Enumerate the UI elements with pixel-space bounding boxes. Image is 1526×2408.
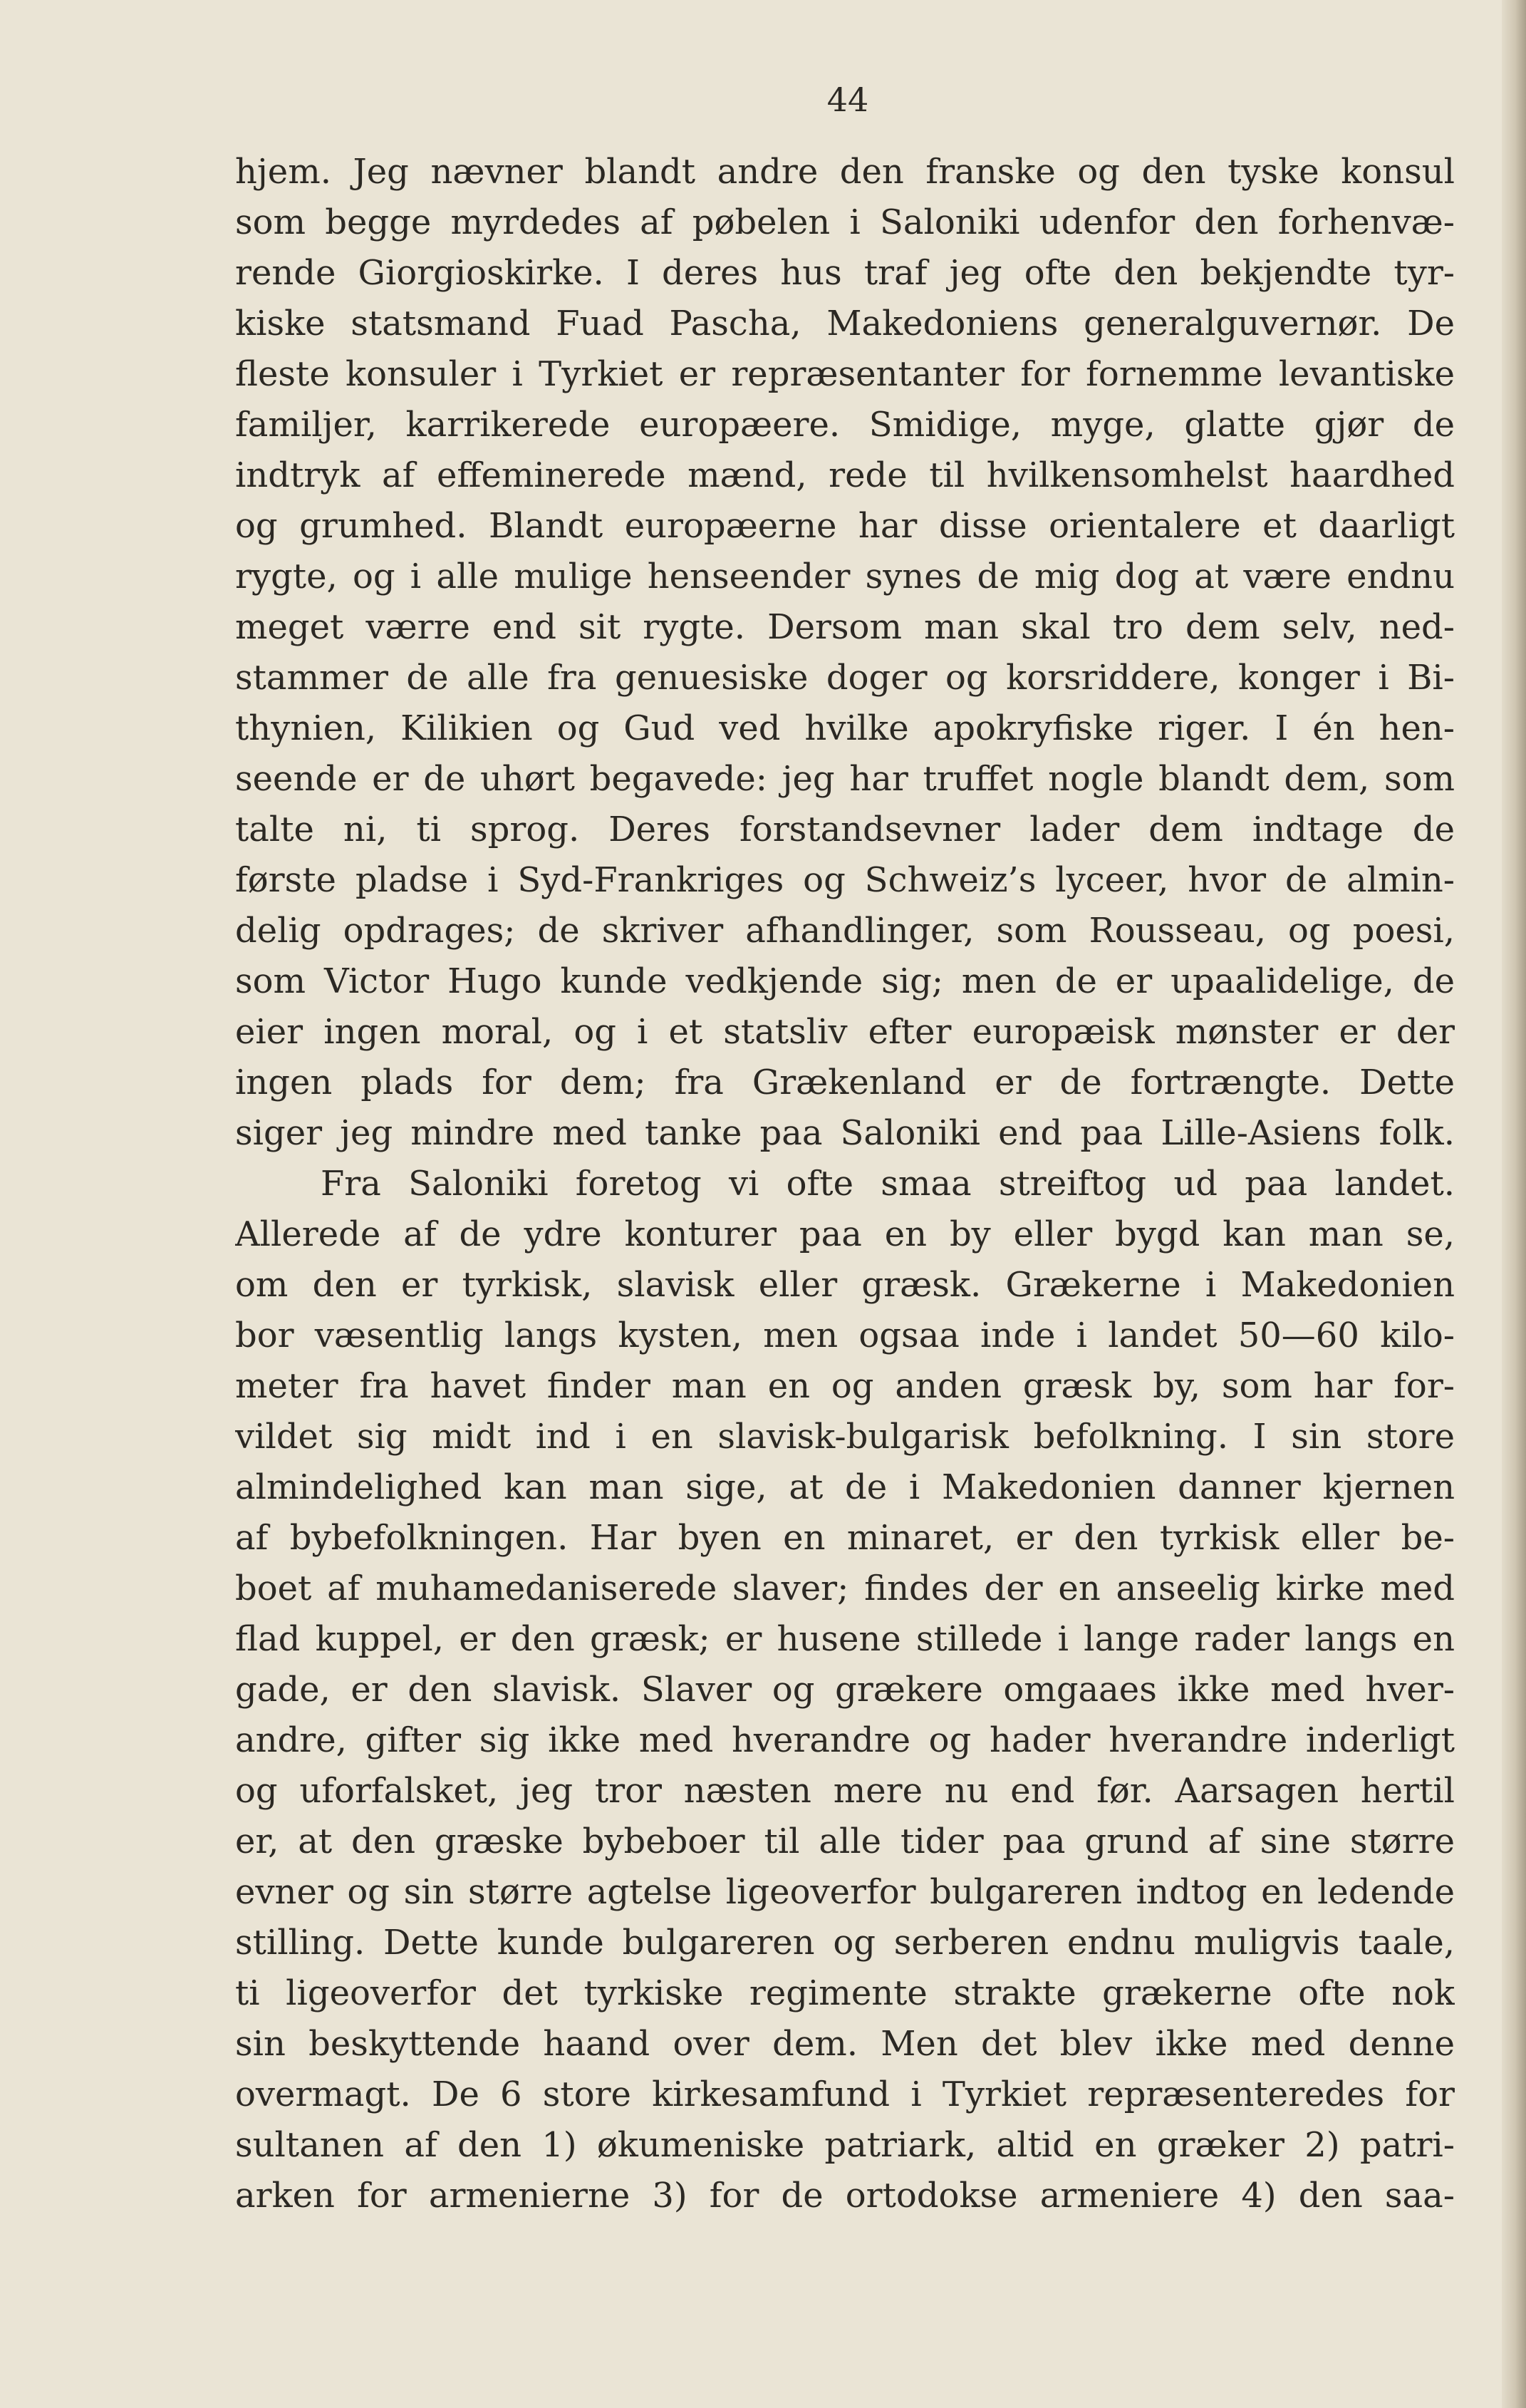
text-line-29: boet af muhamedaniserede slaver; findes der en anseelig kirke med (235, 1569, 1455, 1608)
page-edge-shadow (1502, 0, 1526, 2408)
text-line-39: overmagt. De 6 store kirkesamfund i Tyrkiet repræsenteredes for (235, 2074, 1455, 2114)
text-line-35: evner og sin større agtelse ligeoverfor bulgareren indtog en ledende (235, 1872, 1455, 1912)
text-line-6: familjer, karrikerede europæere. Smidige, myge, glatte gjør de (235, 405, 1455, 445)
text-line-19: ingen plads for dem; fra Grækenland er de fortrængte. Dette (235, 1063, 1455, 1102)
text-line-23: om den er tyrkisk, slavisk eller græsk. Grækerne i Makedonien (235, 1265, 1455, 1305)
text-line-38: sin beskyttende haand over dem. Men det blev ikke med denne (235, 2024, 1455, 2064)
text-line-34: er, at den græske bybeboer til alle tider paa grund af sine større (235, 1821, 1455, 1861)
text-line-4: kiske statsmand Fuad Pascha, Makedoniens generalguvernør. De (235, 304, 1455, 343)
text-line-36: stilling. Dette kunde bulgareren og serberen endnu muligvis taale, (235, 1923, 1455, 1963)
text-line-5: fleste konsuler i Tyrkiet er repræsentanter for fornemme levantiske (235, 354, 1455, 394)
text-line-16: delig opdrages; de skriver afhandlinger, som Rousseau, og poesi, (235, 911, 1455, 951)
text-line-41: arken for armenierne 3) for de ortodokse armeniere 4) den saa- (235, 2176, 1455, 2216)
text-line-21: Fra Saloniki foretog vi ofte smaa streiftog ud paa landet. (321, 1164, 1455, 1204)
text-line-7: indtryk af effeminerede mænd, rede til hvilkensomhelst haardhed (235, 455, 1455, 495)
text-line-2: som begge myrdedes af pøbelen i Saloniki udenfor den forhenvæ- (235, 202, 1455, 242)
text-line-31: gade, er den slavisk. Slaver og grækere omgaaes ikke med hver- (235, 1670, 1455, 1710)
text-line-9: rygte, og i alle mulige henseender synes de mig dog at være endnu (235, 557, 1455, 596)
text-line-22: Allerede af de ydre konturer paa en by eller bygd kan man se, (235, 1214, 1455, 1254)
text-line-27: almindelighed kan man sige, at de i Makedonien danner kjernen (235, 1467, 1455, 1507)
text-line-10: meget værre end sit rygte. Dersom man skal tro dem selv, ned- (235, 607, 1455, 647)
text-line-26: vildet sig midt ind i en slavisk-bulgarisk befolkning. I sin store (235, 1417, 1455, 1457)
text-line-30: flad kuppel, er den græsk; er husene stillede i lange rader langs en (235, 1619, 1455, 1659)
text-line-11: stammer de alle fra genuesiske doger og korsriddere, konger i Bi- (235, 658, 1455, 698)
text-line-18: eier ingen moral, og i et statsliv efter europæisk mønster er der (235, 1012, 1455, 1052)
text-line-3: rende Giorgioskirke. I deres hus traf jeg ofte den bekjendte tyr- (235, 253, 1455, 293)
text-line-25: meter fra havet finder man en og anden græsk by, som har for- (235, 1366, 1455, 1406)
text-line-13: seende er de uhørt begavede: jeg har truffet nogle blandt dem, som (235, 759, 1455, 799)
text-line-15: første pladse i Syd-Frankriges og Schweiz’s lyceer, hvor de almin- (235, 860, 1455, 900)
text-line-8: og grumhed. Blandt europæerne har disse orientalere et daarligt (235, 506, 1455, 546)
text-line-37: ti ligeoverfor det tyrkiske regimente strakte grækerne ofte nok (235, 1973, 1455, 2013)
text-line-12: thynien, Kilikien og Gud ved hvilke apokryfiske riger. I én hen- (235, 708, 1455, 748)
text-line-28: af bybefolkningen. Har byen en minaret, er den tyrkisk eller be- (235, 1518, 1455, 1558)
text-line-1: hjem. Jeg nævner blandt andre den franske og den tyske konsul (235, 152, 1455, 192)
body-text (235, 147, 1455, 2285)
text-line-32: andre, gifter sig ikke med hverandre og hader hverandre inderligt (235, 1720, 1455, 1760)
text-line-40: sultanen af den 1) økumeniske patriark, altid en græker 2) patri- (235, 2125, 1455, 2165)
text-line-14: talte ni, ti sprog. Deres forstandsevner lader dem indtage de (235, 810, 1455, 849)
page-number: 44 (826, 81, 869, 119)
text-line-17: som Victor Hugo kunde vedkjende sig; men de er upaalidelige, de (235, 961, 1455, 1001)
text-line-20: siger jeg mindre med tanke paa Saloniki end paa Lille-Asiens folk. (235, 1113, 1455, 1153)
text-line-24: bor væsentlig langs kysten, men ogsaa inde i landet 50—60 kilo- (235, 1316, 1455, 1355)
text-line-33: og uforfalsket, jeg tror næsten mere nu end før. Aarsagen hertil (235, 1771, 1455, 1811)
